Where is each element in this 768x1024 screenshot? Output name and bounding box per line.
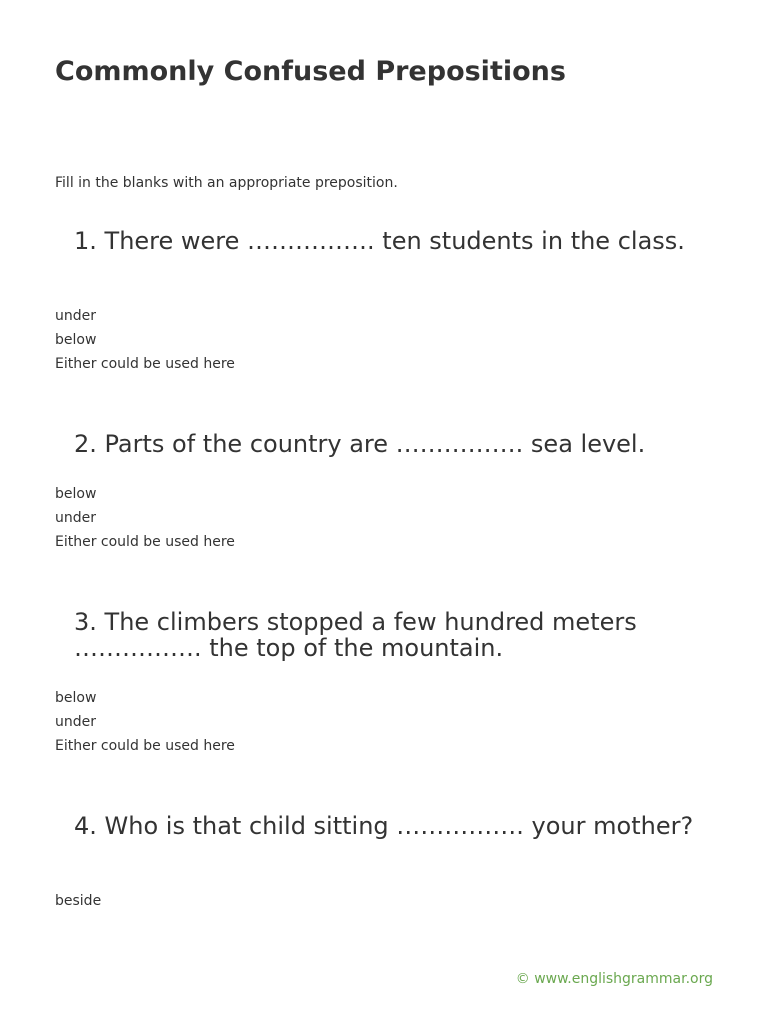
question-3-option-1[interactable]: below: [55, 690, 97, 706]
question-2-option-1[interactable]: below: [55, 486, 97, 502]
question-2-text: 2. Parts of the country are ……………. sea level.: [74, 430, 646, 458]
footer-copyright[interactable]: © www.englishgrammar.org: [515, 971, 713, 987]
question-3-options: [55, 686, 235, 758]
question-1-option-2[interactable]: below: [55, 332, 97, 348]
question-3-option-2[interactable]: under: [55, 714, 97, 730]
question-1-text: 1. There were ……………. ten students in the class.: [74, 227, 685, 255]
question-1-option-1[interactable]: under: [55, 308, 97, 324]
question-1-option-3[interactable]: Either could be used here: [55, 356, 235, 372]
question-2-options: [55, 482, 235, 554]
question-2-option-3[interactable]: Either could be used here: [55, 534, 235, 550]
question-1-options: [55, 304, 235, 376]
instructions: Fill in the blanks with an appropriate preposition.: [55, 175, 398, 191]
question-3-text: 3. The climbers stopped a few hundred meters ……………. the top of the mountain.: [74, 608, 637, 662]
question-4-options: [55, 889, 101, 913]
question-4-option-1[interactable]: beside: [55, 893, 102, 909]
question-2-option-2[interactable]: under: [55, 510, 97, 526]
question-4-text: 4. Who is that child sitting ……………. your mother?: [74, 812, 694, 840]
question-3-option-3[interactable]: Either could be used here: [55, 738, 235, 754]
page-title: Commonly Confused Prepositions: [55, 56, 566, 87]
